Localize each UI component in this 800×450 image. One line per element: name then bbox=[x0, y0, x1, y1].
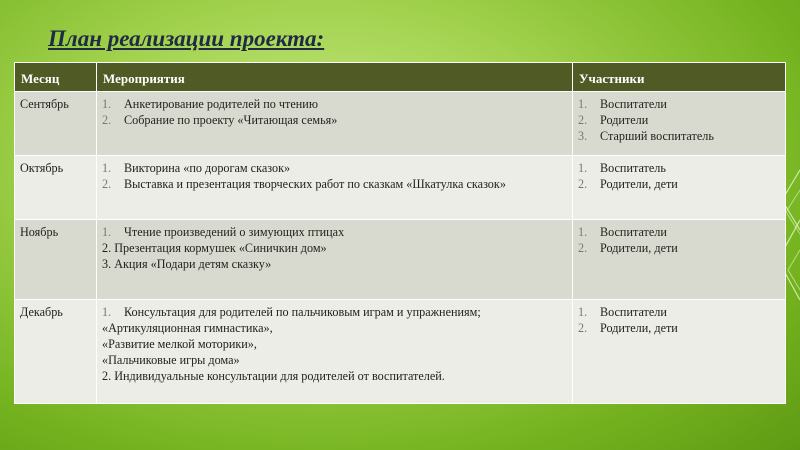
event-line: 2. Презентация кормушек «Синичкин дом» bbox=[102, 241, 327, 255]
list-item: 3. Старший воспитатель bbox=[578, 129, 714, 143]
event-line: «Пальчиковые игры дома» bbox=[102, 353, 240, 367]
table-header-row bbox=[15, 63, 786, 92]
list-item: 1. Воспитатель bbox=[578, 161, 666, 175]
events-cell bbox=[97, 220, 573, 300]
list-item: 1. Воспитатели bbox=[578, 97, 667, 111]
list-item: 2. Собрание по проекту «Читающая семья» bbox=[102, 113, 338, 127]
table-row bbox=[15, 220, 786, 300]
event-line: 2. Индивидуальные консультации для родителей от воспитателей. bbox=[102, 369, 445, 383]
list-item: 1. Воспитатели bbox=[578, 225, 667, 239]
events-cell bbox=[97, 92, 573, 156]
table-row bbox=[15, 300, 786, 404]
month-cell: Ноябрь bbox=[15, 220, 97, 300]
list-item: 2. Родители, дети bbox=[578, 177, 678, 191]
participants-cell bbox=[573, 220, 786, 300]
header-participants: Участники bbox=[573, 63, 786, 92]
participants-cell bbox=[573, 300, 786, 404]
header-month: Месяц bbox=[15, 63, 97, 92]
list-item: 2. Родители, дети bbox=[578, 241, 678, 255]
slide-title: План реализации проекта: bbox=[48, 26, 325, 51]
list-item: 1. Чтение произведений о зимующих птицах bbox=[102, 225, 345, 239]
list-item: 2. Родители bbox=[578, 113, 649, 127]
list-item: 1. Консультация для родителей по пальчиковым играм и упражнениям; bbox=[102, 305, 481, 319]
list-item: 1. Викторина «по дорогам сказок» bbox=[102, 161, 291, 175]
events-cell bbox=[97, 300, 573, 404]
list-item: 2. Выставка и презентация творческих работ по сказкам «Шкатулка сказок» bbox=[102, 177, 506, 191]
event-line: «Артикуляционная гимнастика», bbox=[102, 321, 273, 335]
list-item: 2. Родители, дети bbox=[578, 321, 678, 335]
events-cell bbox=[97, 156, 573, 220]
month-cell: Декабрь bbox=[15, 300, 97, 404]
list-item: 1. Воспитатели bbox=[578, 305, 667, 319]
list-item: 1. Анкетирование родителей по чтению bbox=[102, 97, 318, 111]
month-cell: Сентябрь bbox=[15, 92, 97, 156]
event-line: «Развитие мелкой моторики», bbox=[102, 337, 257, 351]
project-plan-table bbox=[14, 62, 786, 404]
participants-cell bbox=[573, 92, 786, 156]
event-line: 3. Акция «Подари детям сказку» bbox=[102, 257, 272, 271]
month-cell: Октябрь bbox=[15, 156, 97, 220]
table-row bbox=[15, 92, 786, 156]
header-events: Мероприятия bbox=[97, 63, 573, 92]
table-row bbox=[15, 156, 786, 220]
participants-cell bbox=[573, 156, 786, 220]
